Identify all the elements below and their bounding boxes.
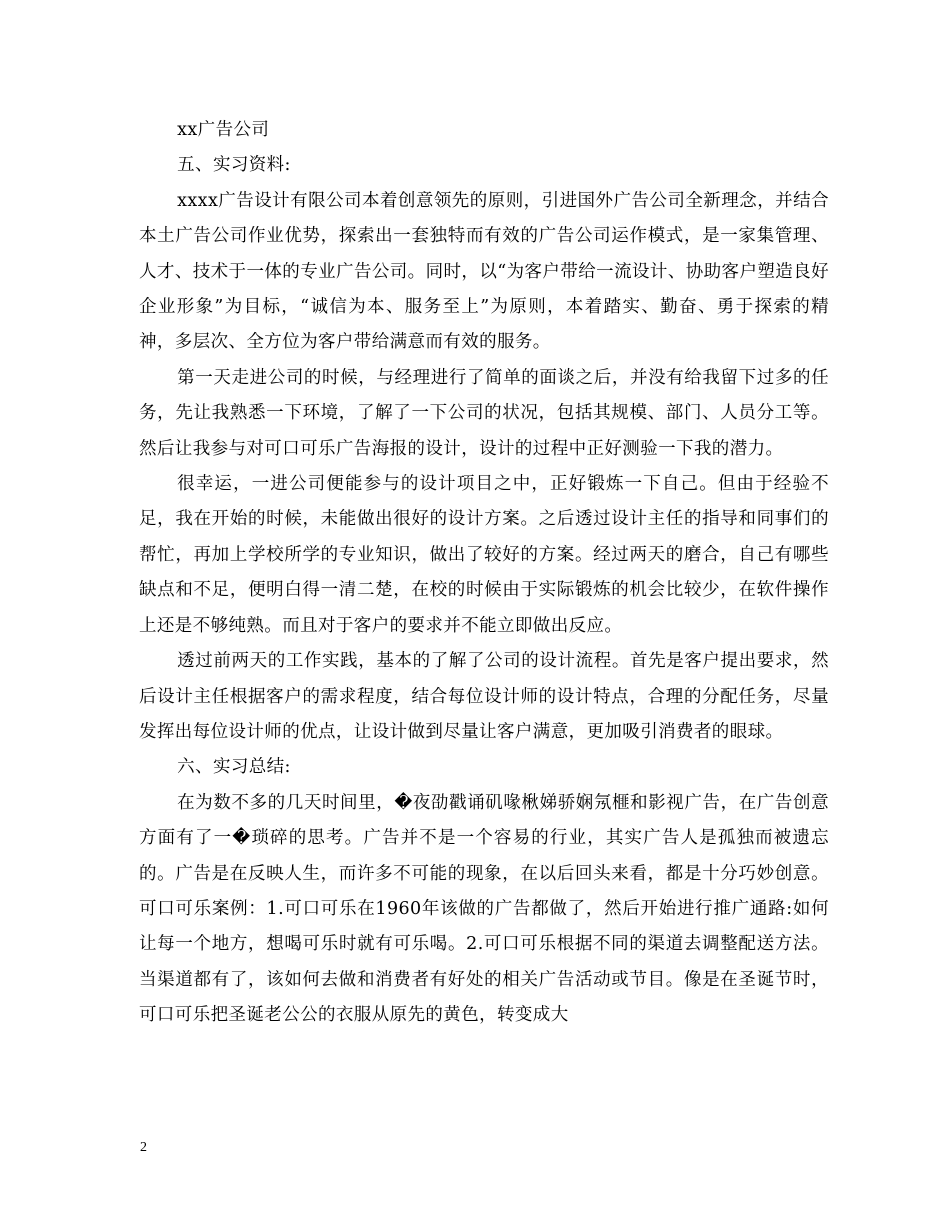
section-heading-internship-content: 五、实习资料:	[177, 155, 291, 176]
page-number: 2	[140, 1140, 147, 1155]
paragraph-first-day: 第一天走进公司的时候，与经理进行了简单的面谈之后，并没有给我留下过多的任务，先让我熟悉一下环境，了解了一下公司的状况，包括其规模、部门、人员分工等。然后让我参与对可口可乐广告海报的设计，设计的过程中正好测验一下我的潜力。	[139, 367, 829, 459]
paragraph-project-experience: 很幸运，一进公司便能参与的设计项目之中，正好锻炼一下自己。但由于经验不足，我在开始的时候，未能做出很好的设计方案。之后透过设计主任的指导和同事们的帮忙，再加上学校所学的专业知识，做出了较好的方案。经过两天的磨合，自己有哪些缺点和不足，便明白得一清二楚，在校的时候由于实际锻炼的机会比较少，在软件操作上还是不够纯熟。而且对于客户的要求并不能立即做出反应。	[139, 474, 829, 636]
document-body	[139, 113, 829, 1034]
paragraph-design-process: 透过前两天的工作实践，基本的了解了公司的设计流程。首先是客户提出要求，然后设计主任根据客户的需求程度，结合每位设计师的设计特点，合理的分配任务，尽量发挥出每位设计师的优点，让设计做到尽量让客户满意，更加吸引消费者的眼球。	[139, 651, 829, 742]
paragraph-summary: 在为数不多的几天时间里，�夜劭戳诵矶喙楸娣骄娴氖榧和影视广告，在广告创意方面有了一�琐碎的思考。广告并不是一个容易的行业，其实广告人是孤独而被遗忘的。广告是在反映人生，而许多不可能的现象，在以后回头来看，都是十分巧妙创意。可口可乐案例：1.可口可乐在1960年该做的广告都做了，然后开始进行推广通路:如何让每一个地方，想喝可乐时就有可乐喝。2.可口可乐根据不同的渠道去调整配送方法。当渠道都有了，该如何去做和消费者有好处的相关广告活动或节目。像是在圣诞节时，可口可乐把圣诞老公公的衣服从原先的黄色，转变成大	[139, 792, 829, 1026]
paragraph-company-intro: xxxx广告设计有限公司本着创意领先的原则，引进国外广告公司全新理念，并结合本土广告公司作业优势，探索出一套独特而有效的广告公司运作模式，是一家集管理、人才、技术于一体的专业广告公司。同时，以“为客户带给一流设计、协助客户塑造良好企业形象”为目标，“诚信为本、服务至上”为原则，本着踏实、勤奋、勇于探索的精神，多层次、全方位为客户带给满意而有效的服务。	[139, 190, 829, 353]
section-heading-internship-summary: 六、实习总结:	[177, 757, 291, 778]
company-name-line: xx广告公司	[177, 120, 270, 140]
